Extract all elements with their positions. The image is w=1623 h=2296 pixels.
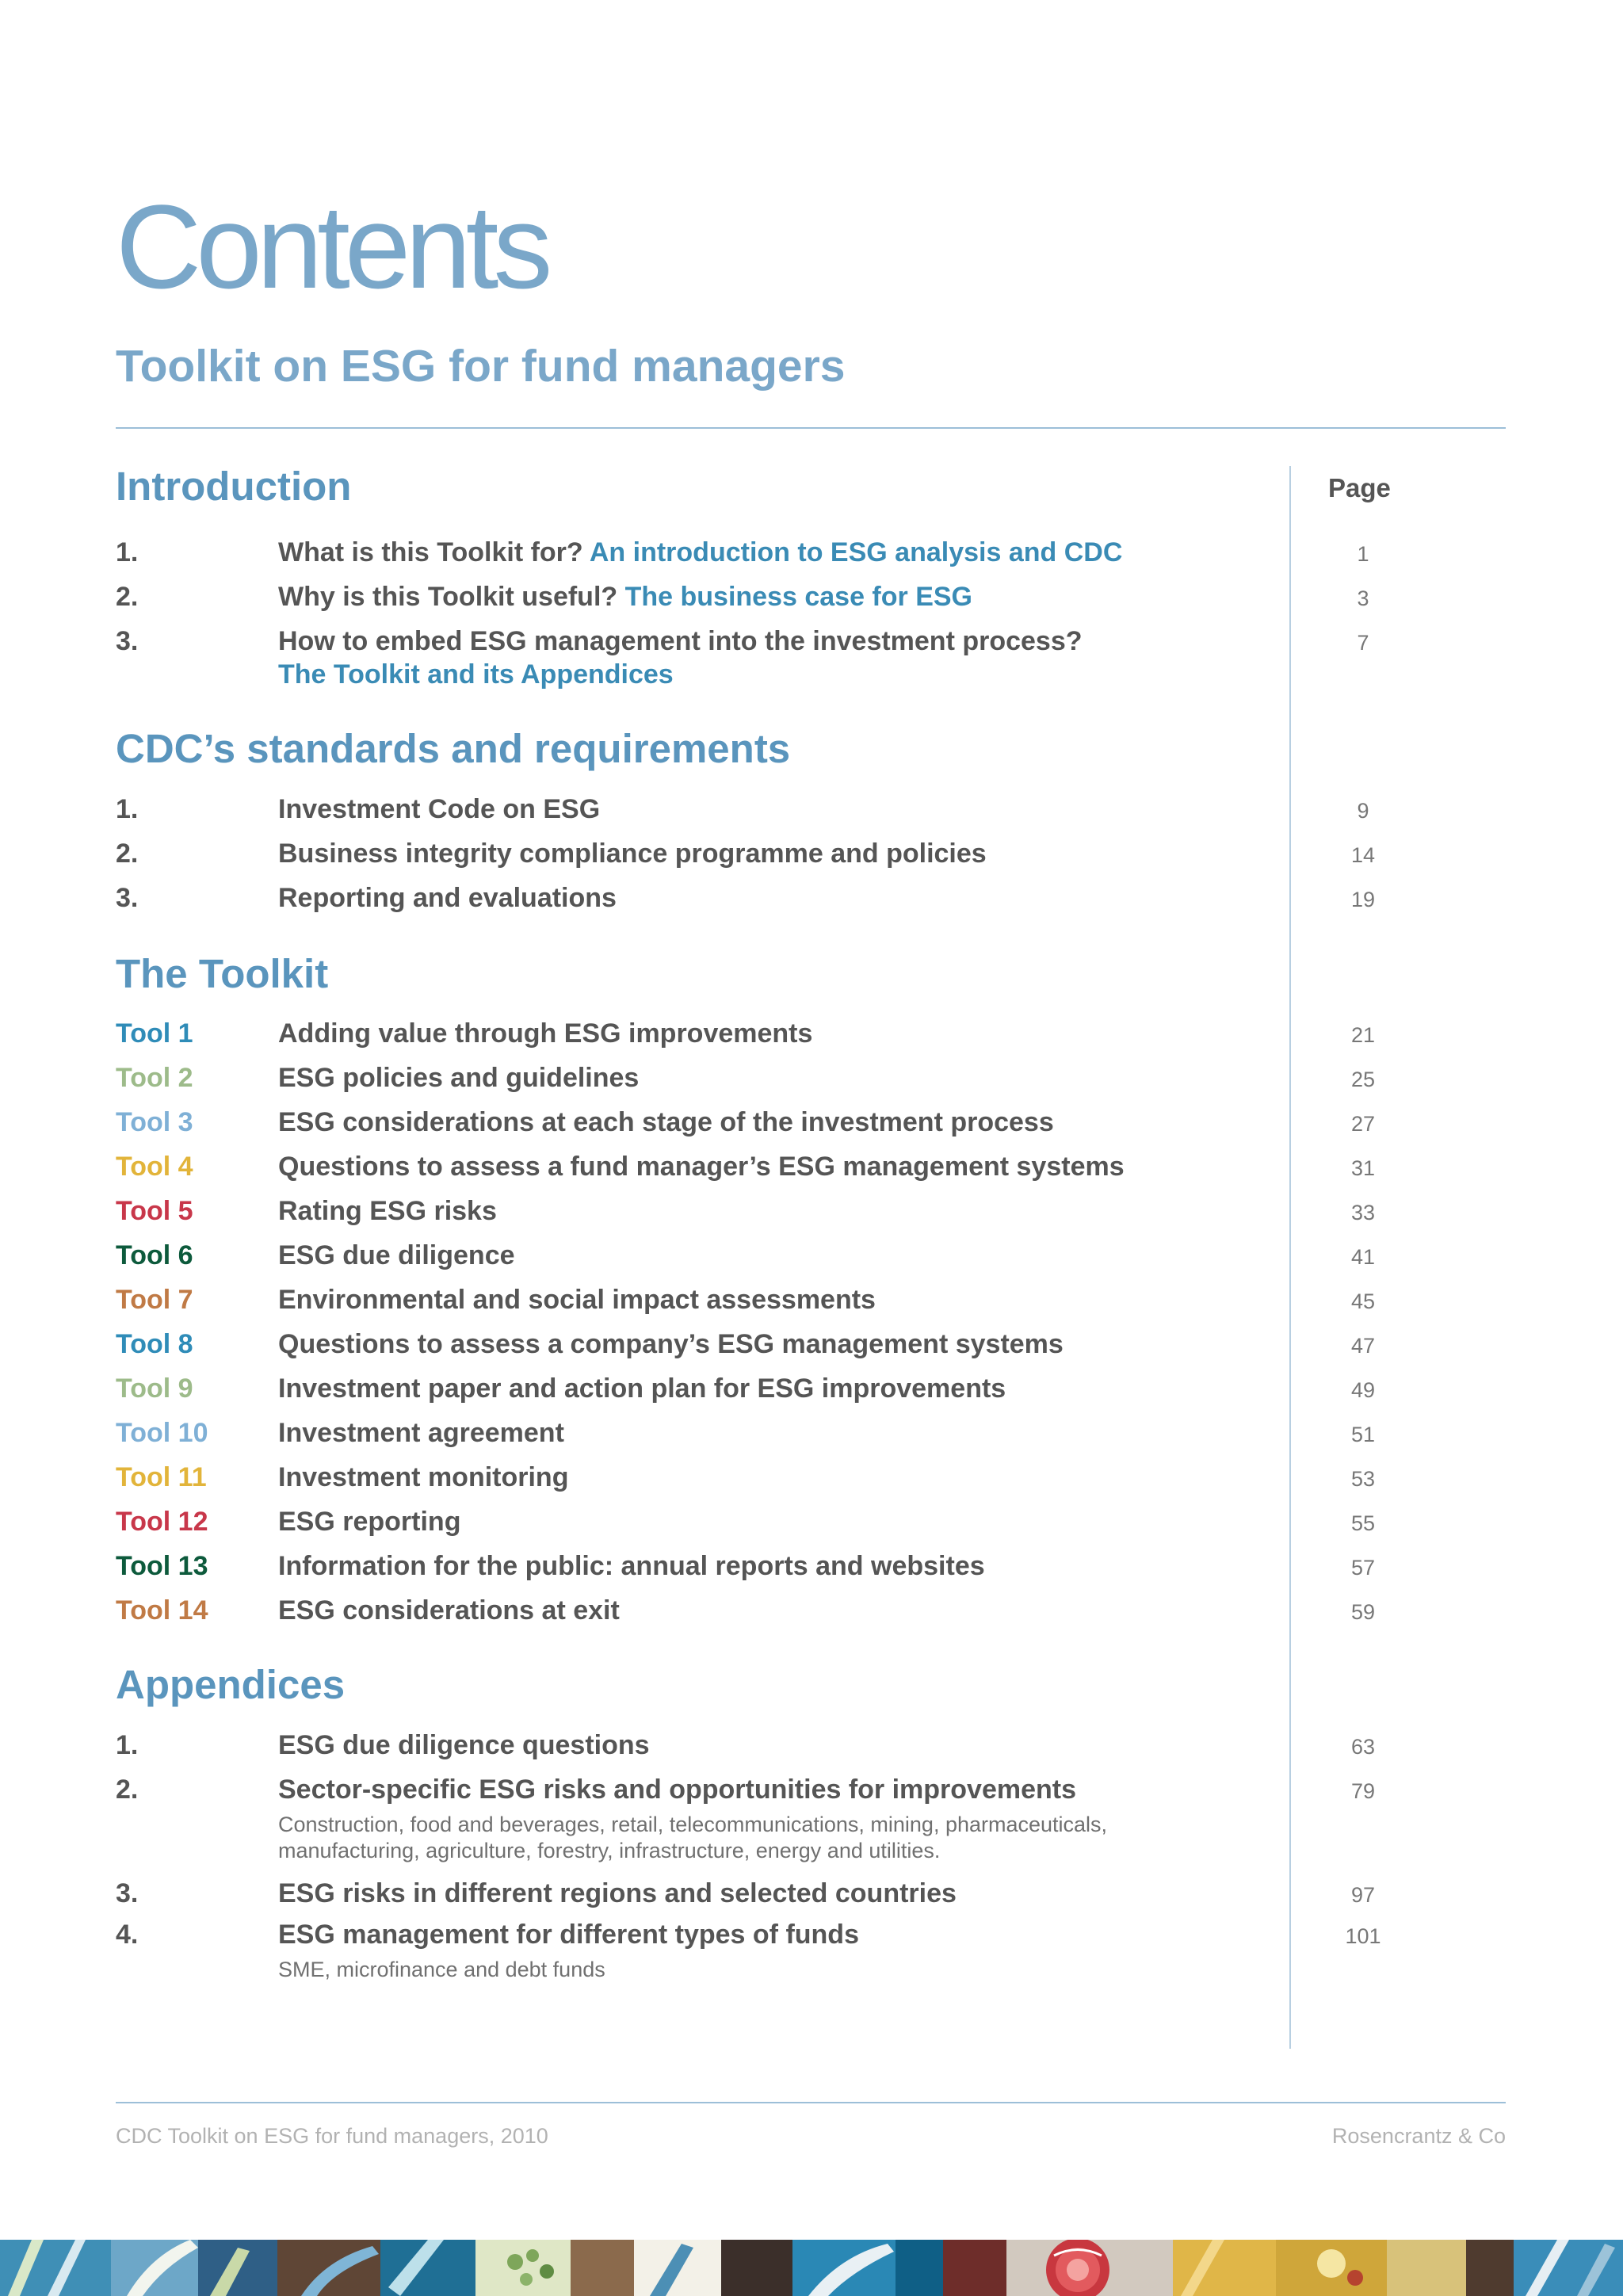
toc-entry[interactable] [0, 1775, 1623, 1862]
entry-title: Sector-specific ESG risks and opportunities for improvements [278, 1775, 1077, 1805]
footer-credit: Rosencrantz & Co [1331, 2124, 1506, 2148]
tool-label: Tool 4 [116, 1152, 193, 1182]
entry-title: How to embed ESG management into the investment process? [278, 626, 1083, 656]
toc-entry-tool-14[interactable] [0, 1595, 1623, 1630]
tool-label: Tool 2 [116, 1063, 193, 1093]
toc-entry-tool-13[interactable] [0, 1551, 1623, 1586]
entry-page-number: 57 [1350, 1556, 1376, 1580]
footer-publication: CDC Toolkit on ESG for fund managers, 2010 [116, 2124, 548, 2148]
entry-page-number: 33 [1350, 1201, 1376, 1224]
toc-entry-tool-7[interactable] [0, 1285, 1623, 1320]
entry-title: Questions to assess a fund manager’s ESG management systems [278, 1152, 1125, 1182]
entry-number: 3. [116, 1878, 139, 1908]
decorative-pattern-band [0, 2240, 1623, 2296]
entry-page-number: 14 [1350, 843, 1376, 867]
section-heading-appendices: Appendices [116, 1662, 346, 1707]
entry-page-number: 19 [1350, 888, 1376, 911]
tool-label: Tool 3 [116, 1107, 193, 1137]
entry-description: manufacturing, agriculture, forestry, infrastructure, energy and utilities. [278, 1839, 941, 1862]
entry-title: What is this Toolkit for? An introduction to ESG analysis and CDC [278, 537, 1123, 567]
toc-entry-tool-5[interactable] [0, 1196, 1623, 1231]
top-divider [116, 427, 1506, 429]
section-heading-standards: CDC’s standards and requirements [116, 726, 791, 771]
toc-entry[interactable] [0, 1730, 1623, 1765]
tool-label: Tool 12 [116, 1507, 208, 1537]
toc-entry-tool-10[interactable] [0, 1418, 1623, 1453]
entry-title: Information for the public: annual reports and websites [278, 1551, 985, 1581]
entry-title: Why is this Toolkit useful? The business case for ESG [278, 582, 972, 612]
entry-page-number: 21 [1350, 1023, 1376, 1047]
entry-page-number: 41 [1350, 1245, 1376, 1269]
entry-description: Construction, food and beverages, retail, telecommunications, mining, pharmaceuticals, [278, 1813, 1108, 1836]
entry-title: Investment Code on ESG [278, 794, 601, 824]
entry-page-number: 31 [1350, 1156, 1376, 1180]
entry-page-number: 59 [1350, 1600, 1376, 1624]
section-heading-introduction: Introduction [116, 464, 352, 509]
entry-number: 2. [116, 582, 139, 612]
entry-title: ESG policies and guidelines [278, 1063, 640, 1093]
tool-label: Tool 1 [116, 1018, 193, 1049]
entry-title: Business integrity compliance programme and policies [278, 839, 987, 869]
entry-title: ESG due diligence questions [278, 1730, 650, 1760]
bottom-divider [116, 2102, 1506, 2103]
entry-title: Reporting and evaluations [278, 883, 617, 913]
entry-subtitle-link[interactable]: The business case for ESG [624, 582, 972, 612]
toc-entry-tool-9[interactable] [0, 1373, 1623, 1408]
entry-title: Environmental and social impact assessments [278, 1285, 876, 1315]
entry-title: Adding value through ESG improvements [278, 1018, 813, 1049]
entry-description: SME, microfinance and debt funds [278, 1958, 605, 1981]
tool-label: Tool 14 [116, 1595, 208, 1626]
entry-title: ESG management for different types of funds [278, 1920, 859, 1950]
entry-title: Rating ESG risks [278, 1196, 497, 1226]
entry-page-number: 1 [1357, 542, 1369, 566]
toc-entry[interactable] [0, 1878, 1623, 1913]
tool-label: Tool 10 [116, 1418, 208, 1448]
toc-entry[interactable] [0, 839, 1623, 873]
entry-subtitle-link[interactable]: The Toolkit and its Appendices [278, 659, 674, 690]
entry-number: 2. [116, 839, 139, 869]
toc-entry-tool-3[interactable] [0, 1107, 1623, 1142]
entry-title: ESG considerations at exit [278, 1595, 620, 1626]
entry-page-number: 47 [1350, 1334, 1376, 1358]
entry-title: ESG considerations at each stage of the investment process [278, 1107, 1054, 1137]
entry-page-number: 53 [1350, 1467, 1376, 1491]
entry-number: 4. [116, 1920, 139, 1950]
entry-title: Investment monitoring [278, 1462, 569, 1492]
toc-entry-tool-2[interactable] [0, 1063, 1623, 1098]
entry-page-number: 3 [1357, 586, 1369, 610]
entry-page-number: 7 [1357, 631, 1369, 655]
toc-entry-tool-12[interactable] [0, 1507, 1623, 1541]
tool-label: Tool 7 [116, 1285, 193, 1315]
toc-entry[interactable] [0, 883, 1623, 918]
toc-entry[interactable] [0, 1920, 1623, 1983]
entry-number: 3. [116, 626, 139, 656]
entry-page-number: 79 [1350, 1779, 1376, 1803]
tool-label: Tool 6 [116, 1240, 193, 1270]
entry-number: 1. [116, 794, 139, 824]
tool-label: Tool 9 [116, 1373, 193, 1404]
entry-page-number: 27 [1350, 1112, 1376, 1136]
toc-entry[interactable] [0, 794, 1623, 829]
page-column-label: Page [1328, 473, 1391, 502]
toc-entry-tool-11[interactable] [0, 1462, 1623, 1497]
entry-title: ESG due diligence [278, 1240, 515, 1270]
entry-page-number: 97 [1350, 1883, 1376, 1907]
entry-number: 1. [116, 1730, 139, 1760]
entry-page-number: 101 [1345, 1924, 1381, 1948]
entry-title: Investment agreement [278, 1418, 564, 1448]
page-subtitle: Toolkit on ESG for fund managers [116, 341, 846, 392]
entry-title: ESG risks in different regions and selected countries [278, 1878, 957, 1908]
page-title: Contents [116, 180, 548, 313]
entry-number: 2. [116, 1775, 139, 1805]
tool-label: Tool 5 [116, 1196, 193, 1226]
entry-title: ESG reporting [278, 1507, 461, 1537]
tool-label: Tool 8 [116, 1329, 193, 1359]
tool-label: Tool 13 [116, 1551, 208, 1581]
entry-page-number: 55 [1350, 1511, 1376, 1535]
section-heading-toolkit: The Toolkit [116, 951, 329, 996]
toc-entry-tool-8[interactable] [0, 1329, 1623, 1364]
entry-page-number: 51 [1350, 1423, 1376, 1446]
toc-entry[interactable] [0, 537, 1623, 572]
entry-title: Investment paper and action plan for ESG improvements [278, 1373, 1006, 1404]
entry-subtitle-link[interactable]: An introduction to ESG analysis and CDC [589, 537, 1123, 567]
toc-entry[interactable] [0, 626, 1623, 697]
entry-title: Questions to assess a company’s ESG management systems [278, 1329, 1064, 1359]
toc-entry[interactable] [0, 582, 1623, 617]
entry-page-number: 49 [1350, 1378, 1376, 1402]
toc-entry-tool-1[interactable] [0, 1018, 1623, 1053]
entry-number: 1. [116, 537, 139, 567]
toc-entry-tool-6[interactable] [0, 1240, 1623, 1275]
tool-label: Tool 11 [116, 1462, 207, 1492]
entry-page-number: 63 [1350, 1735, 1376, 1759]
entry-page-number: 45 [1350, 1289, 1376, 1313]
toc-entry-tool-4[interactable] [0, 1152, 1623, 1186]
entry-number: 3. [116, 883, 139, 913]
entry-page-number: 25 [1350, 1068, 1376, 1091]
entry-page-number: 9 [1357, 799, 1369, 823]
